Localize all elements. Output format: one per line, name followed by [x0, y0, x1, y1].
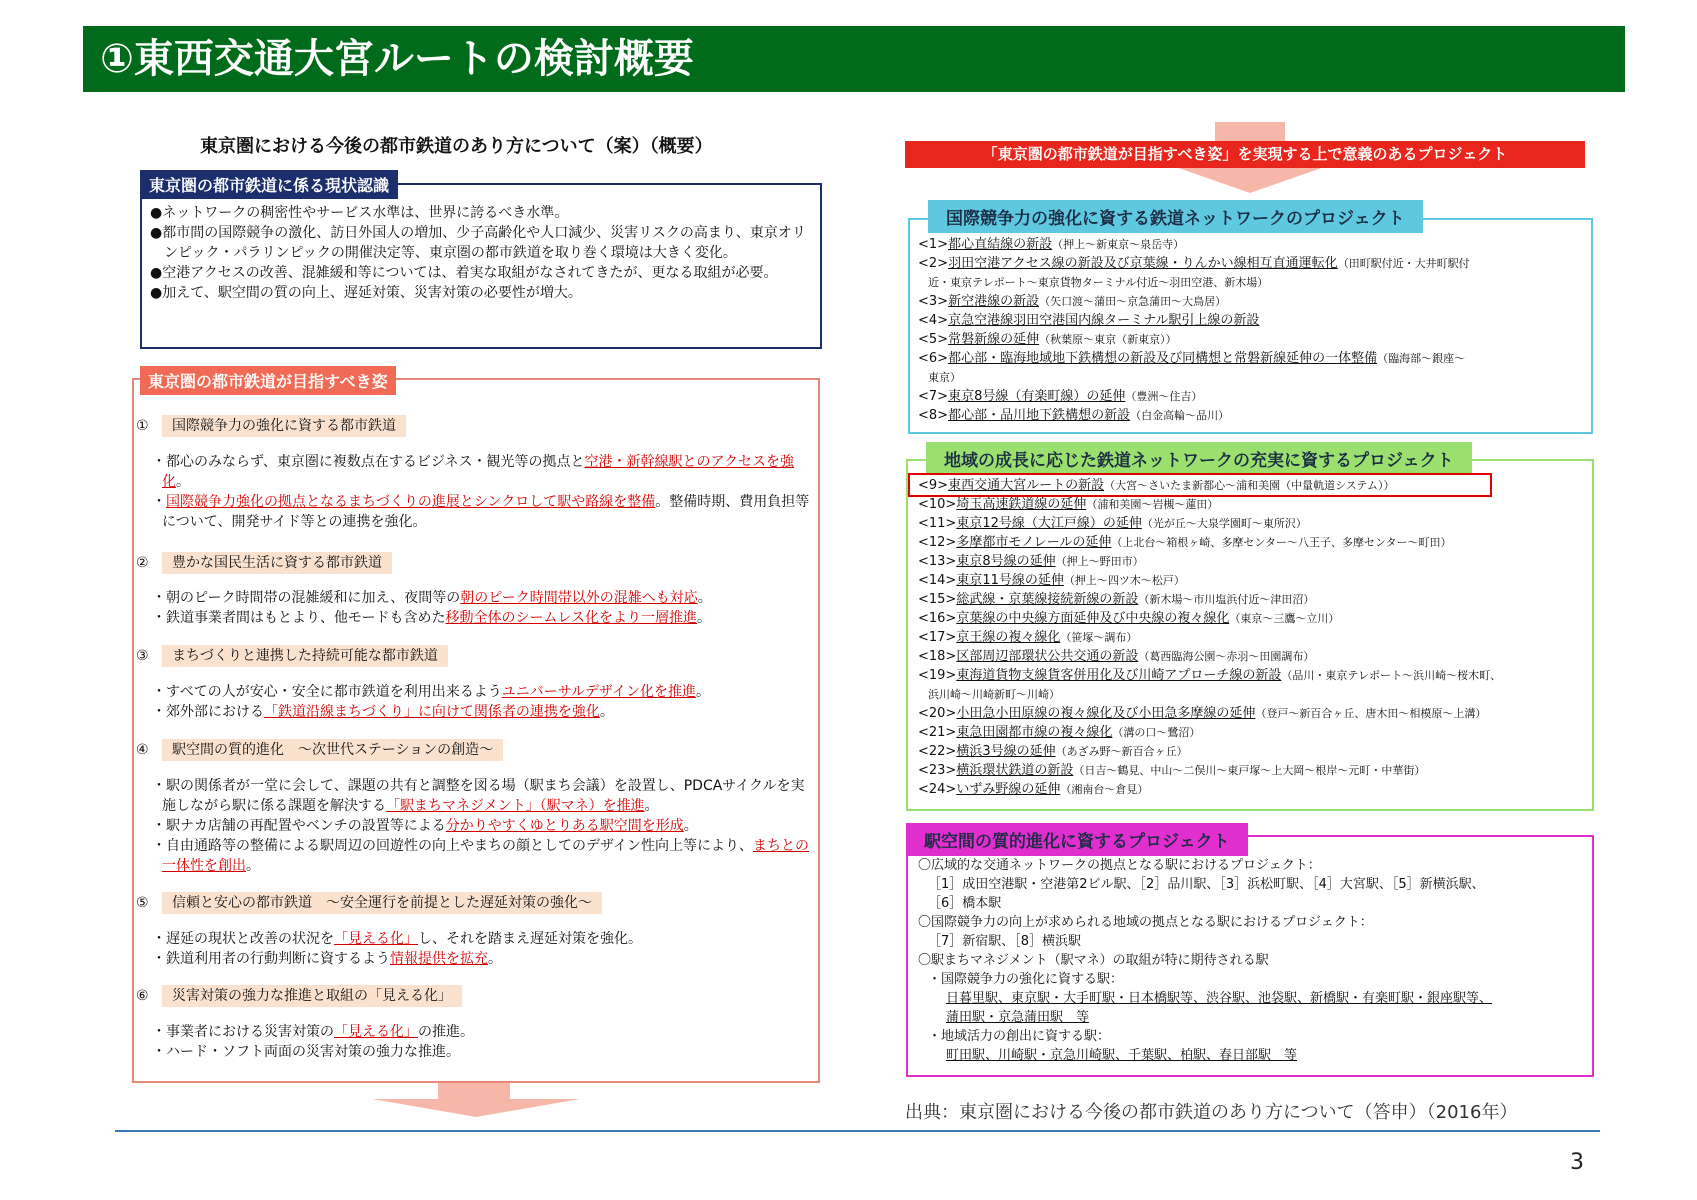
- project-name: 新空港線の新設: [948, 294, 1040, 309]
- project-name: 総武線・京葉線接続新線の新設: [956, 592, 1139, 607]
- project-section: （上北台～箱根ヶ崎、多摩センター～八王子、多摩センター～町田）: [1111, 536, 1452, 549]
- project-name: 東海道貨物支線貨客併用化及び川崎アプローチ線の新設: [956, 668, 1282, 683]
- project-number: <8>: [918, 408, 949, 423]
- down-arrow-head-icon: [1170, 165, 1330, 193]
- project-number: <21>: [918, 725, 957, 740]
- project-name: 京急空港線羽田空港国内線ターミナル駅引上線の新設: [948, 313, 1260, 328]
- station-line: 〇広域的な交通ネットワークの拠点となる駅におけるプロジェクト：: [918, 858, 1321, 873]
- aim-section-3-heading: ③ まちづくりと連携した持続可能な都市鉄道: [136, 645, 448, 665]
- aim-section-2-heading: ② 豊かな国民生活に資する都市鉄道: [136, 552, 392, 572]
- project-number: <12>: [918, 535, 957, 550]
- project-item: [918, 274, 1268, 292]
- current-status-title: 東京圏の都市鉄道に係る現状認識: [140, 170, 398, 199]
- project-name: 常磐新線の延伸: [948, 332, 1040, 347]
- project-number: <24>: [918, 782, 957, 797]
- project-section: （笹塚～調布）: [1060, 631, 1138, 644]
- project-number: <10>: [918, 497, 957, 512]
- project-section: （白金高輪～品川）: [1130, 409, 1230, 422]
- station-line: ・地域活力の創出に資する駅：: [928, 1029, 1111, 1044]
- project-name: 区部周辺部環状公共交通の新設: [956, 649, 1139, 664]
- project-name: 東西交通大宮ルートの新設: [948, 478, 1105, 493]
- project-item: [918, 781, 1148, 799]
- project-section: （東京～三鷹～立川）: [1229, 612, 1340, 625]
- page-number: 3: [1570, 1150, 1584, 1175]
- project-section: （押上～新東京～泉岳寺）: [1052, 238, 1185, 251]
- project-section: （田町駅付近・大井町駅付: [1337, 257, 1470, 270]
- project-number: <16>: [918, 611, 957, 626]
- project-section: （日吉～鶴見、中山～二俣川～東戸塚～上大岡～根岸～元町・中華街）: [1073, 764, 1426, 777]
- project-section: （あざみ野～新百合ヶ丘）: [1055, 745, 1188, 758]
- project-name: 小田急小田原線の複々線化及び小田急多摩線の延伸: [956, 706, 1256, 721]
- project-item: [918, 705, 1486, 723]
- aim-section-3-body: ・すべての人が安心・安全に都市鉄道を利用出来るようユニバーサルデザイン化を推進。 ・郊外部における「鉄道沿線まちづくり」に向けて関係者の連携を強化。: [152, 684, 711, 720]
- project-section: （光が丘～大泉学園町～東所沢）: [1141, 517, 1307, 530]
- project-number: <14>: [918, 573, 957, 588]
- project-item: [918, 686, 1060, 704]
- project-number: <1>: [918, 237, 949, 252]
- project-item: [918, 648, 1314, 666]
- current-status-item: ●加えて、駅空間の質の向上、遅延対策、災害対策の必要性が増大。: [150, 285, 582, 301]
- project-section: （押上～野田市）: [1055, 555, 1144, 568]
- project-item: [918, 724, 1200, 742]
- project-section: （品川・東京テレポート～浜川崎～桜木町、: [1281, 669, 1502, 682]
- aim-section-2-body: ・朝のピーク時間帯の混雑緩和に加え、夜間等の朝のピーク時間帯以外の混雑へも対応。 ・鉄道事業者間はもとより、他モードも含めた移動全体のシームレス化をより一層推進。: [152, 590, 712, 626]
- project-section: （矢口渡～蒲田～京急蒲田～大鳥居）: [1039, 295, 1227, 308]
- aim-section-5-heading: ⑤ 信頼と安心の都市鉄道 ～安全運行を前提とした遅延対策の強化～: [136, 892, 602, 912]
- project-section: （浦和美園～岩槻～蓮田）: [1086, 498, 1219, 511]
- project-name: 京葉線の中央線方面延伸及び中央線の複々線化: [956, 611, 1230, 626]
- project-item: [918, 515, 1307, 533]
- project-item: [918, 610, 1339, 628]
- station-line: ［6］橋本駅: [928, 896, 1002, 911]
- project-section: （溝の口～鷺沼）: [1112, 726, 1201, 739]
- project-number: <22>: [918, 744, 957, 759]
- page-title: ①東西交通大宮ルートの検討概要: [100, 36, 694, 82]
- station-line: ［7］新宿駅、［8］横浜駅: [928, 934, 1082, 949]
- project-number: <17>: [918, 630, 957, 645]
- project-section: （葛西臨海公園～赤羽～田園調布）: [1138, 650, 1315, 663]
- current-status-item: ●ネットワークの稠密性やサービス水準は、世界に誇るべき水準。: [150, 205, 569, 221]
- aim-section-6-heading: ⑥ 災害対策の強力な推進と取組の「見える化」: [136, 985, 462, 1005]
- project-section: （秋葉原～東京（新東京））: [1039, 333, 1177, 346]
- project-item: [918, 293, 1226, 311]
- station-projects-list: [918, 856, 1588, 1065]
- station-line: ・国際競争力の強化に資する駅：: [928, 972, 1124, 987]
- project-number: <19>: [918, 668, 957, 683]
- project-item: [918, 331, 1177, 349]
- project-item: [918, 350, 1465, 368]
- project-item: [918, 312, 1259, 330]
- project-number: <4>: [918, 313, 949, 328]
- station-line: 日暮里駅、東京駅・大手町駅・日本橋駅等、渋谷駅、池袋駅、新橋駅・有楽町駅・銀座駅等、: [946, 991, 1493, 1006]
- current-status-list: [150, 203, 815, 303]
- down-arrow-icon: [438, 1083, 510, 1099]
- project-item: [918, 534, 1452, 552]
- project-name: 羽田空港アクセス線の新設及び京葉線・りんかい線相互直通運転化: [948, 256, 1338, 271]
- aim-title: 東京圏の都市鉄道が目指すべき姿: [140, 366, 396, 395]
- project-name: 横浜環状鉄道の新設: [956, 763, 1074, 778]
- project-item: [918, 572, 1185, 590]
- aim-section-1-body: ・都心のみならず、東京圏に複数点在するビジネス・観光等の拠点と空港・新幹線駅とのアクセスを強化。 ・国際競争力強化の拠点となるまちづくりの進展とシンクロして駅や路線を整備。整備時期、費用負担等について、開発サイド等との連携を強化。: [152, 454, 810, 530]
- project-number: <6>: [918, 351, 949, 366]
- project-item: [918, 255, 1470, 273]
- current-status-item: ●都市間の国際競争の激化、訪日外国人の増加、少子高齢化や人口減少、災害リスクの高まり、東京オリンピック・パラリンピックの開催決定等、東京圏の都市鉄道を取り巻く環境は大きく変化。: [150, 225, 806, 261]
- project-section: （登戸～新百合ヶ丘、唐木田～相模原～上溝）: [1255, 707, 1487, 720]
- bottom-rule: [115, 1130, 1600, 1132]
- project-number: <11>: [918, 516, 957, 531]
- project-number: <18>: [918, 649, 957, 664]
- down-arrow-head-icon: [372, 1099, 580, 1117]
- project-item: [918, 496, 1218, 514]
- regional-projects-title: 地域の成長に応じた鉄道ネットワークの充実に資するプロジェクト: [926, 442, 1472, 475]
- project-name: 多摩都市モノレールの延伸: [956, 535, 1112, 550]
- project-item: [918, 762, 1425, 780]
- project-number: <23>: [918, 763, 957, 778]
- project-name: 東京8号線（有楽町線）の延伸: [948, 389, 1126, 404]
- project-item: [918, 667, 1501, 685]
- project-item: [918, 477, 1394, 495]
- projects-banner: 「東京圏の都市鉄道が目指すべき姿」を実現する上で意義のあるプロジェクト: [905, 141, 1585, 168]
- project-number: <15>: [918, 592, 957, 607]
- station-line: 蒲田駅・京急蒲田駅 等: [946, 1010, 1090, 1025]
- project-section: 東京）: [928, 371, 961, 384]
- project-section: 近・東京テレポート～東京貨物ターミナル付近～羽田空港、新木場）: [928, 276, 1269, 289]
- project-item: [918, 236, 1184, 254]
- aim-section-5-body: ・遅延の現状と改善の状況を「見える化」し、それを踏まえ遅延対策を強化。 ・鉄道利用者の行動判断に資するよう情報提供を拡充。: [152, 931, 642, 967]
- project-section: （大宮～さいたま新都心～浦和美園（中量軌道システム））: [1104, 479, 1395, 492]
- project-name: 都心部・臨海地域地下鉄構想の新設及び同構想と常磐新線延伸の一体整備: [948, 351, 1378, 366]
- left-heading: 東京圏における今後の都市鉄道のあり方について（案）（概要）: [200, 136, 713, 157]
- project-section: （臨海部～銀座～: [1377, 352, 1466, 365]
- down-arrow-icon: [1215, 122, 1285, 142]
- project-number: <20>: [918, 706, 957, 721]
- project-section: （湘南台～倉見）: [1060, 783, 1149, 796]
- current-status-item: ●空港アクセスの改善、混雑緩和等については、着実な取組がなされてきたが、更なる取組が必要。: [150, 265, 778, 281]
- project-number: <13>: [918, 554, 957, 569]
- project-item: [918, 629, 1137, 647]
- project-name: 東急田園都市線の複々線化: [956, 725, 1113, 740]
- station-projects-title: 駅空間の質的進化に資するプロジェクト: [906, 823, 1248, 856]
- station-line: 〇駅まちマネジメント（駅マネ）の取組が特に期待される駅: [918, 953, 1269, 968]
- project-number: <5>: [918, 332, 949, 347]
- station-line: 〇国際競争力の向上が求められる地域の拠点となる駅におけるプロジェクト：: [918, 915, 1373, 930]
- project-item: [918, 591, 1314, 609]
- project-item: [918, 407, 1229, 425]
- project-section: （押上～四ツ木～松戸）: [1063, 574, 1185, 587]
- project-item: [918, 743, 1188, 761]
- project-number: <2>: [918, 256, 949, 271]
- project-name: 埼玉高速鉄道線の延伸: [956, 497, 1087, 512]
- project-section: （新木場～市川塩浜付近～津田沼）: [1138, 593, 1315, 606]
- project-name: 都心部・品川地下鉄構想の新設: [948, 408, 1131, 423]
- station-line: 町田駅、川崎駅・京急川崎駅、千葉駅、柏駅、春日部駅 等: [946, 1048, 1298, 1063]
- project-name: 東京12号線（大江戸線）の延伸: [956, 516, 1142, 531]
- project-section: （豊洲～住吉）: [1125, 390, 1203, 403]
- project-name: 東京8号線の延伸: [956, 554, 1056, 569]
- project-number: <9>: [918, 478, 949, 493]
- aim-section-4-body: ・駅の関係者が一堂に会して、課題の共有と調整を図る場（駅まち会議）を設置し、PDCAサイクルを実施しながら駅に係る課題を解決する「駅まちマネジメント」（駅マネ）を推進。 ・駅ナカ店舗の再配置やベンチの設置等による分かりやすくゆとりある駅空間を形成。 ・自由通路等の整備による駅周辺の回遊性の向上やまちの顔としてのデザイン性向上等により、まちとの一体性を創出。: [152, 778, 810, 874]
- project-item: [918, 369, 961, 387]
- project-section: 浜川崎～川崎新町～川崎）: [928, 688, 1060, 701]
- project-name: 東京11号線の延伸: [956, 573, 1064, 588]
- project-number: <7>: [918, 389, 949, 404]
- project-number: <3>: [918, 294, 949, 309]
- project-name: 京王線の複々線化: [956, 630, 1061, 645]
- intl-projects-title: 国際競争力の強化に資する鉄道ネットワークのプロジェクト: [928, 200, 1423, 233]
- aim-section-1-heading: ① 国際競争力の強化に資する都市鉄道: [136, 415, 406, 435]
- aim-section-4-heading: ④ 駅空間の質的進化 ～次世代ステーションの創造～: [136, 739, 503, 759]
- source-citation: 出典：東京圏における今後の都市鉄道のあり方について（答申）（2016年）: [905, 1102, 1518, 1123]
- project-item: [918, 553, 1144, 571]
- aim-section-6-body: ・事業者における災害対策の「見える化」の推進。 ・ハード・ソフト両面の災害対策の強力な推進。: [152, 1024, 474, 1060]
- project-name: 横浜3号線の延伸: [956, 744, 1056, 759]
- project-name: 都心直結線の新設: [948, 237, 1053, 252]
- project-name: いずみ野線の延伸: [956, 782, 1061, 797]
- project-item: [918, 388, 1202, 406]
- station-line: ［1］成田空港駅・空港第2ビル駅、［2］品川駅、［3］浜松町駅、［4］大宮駅、［5］新横浜駅、: [928, 877, 1485, 892]
